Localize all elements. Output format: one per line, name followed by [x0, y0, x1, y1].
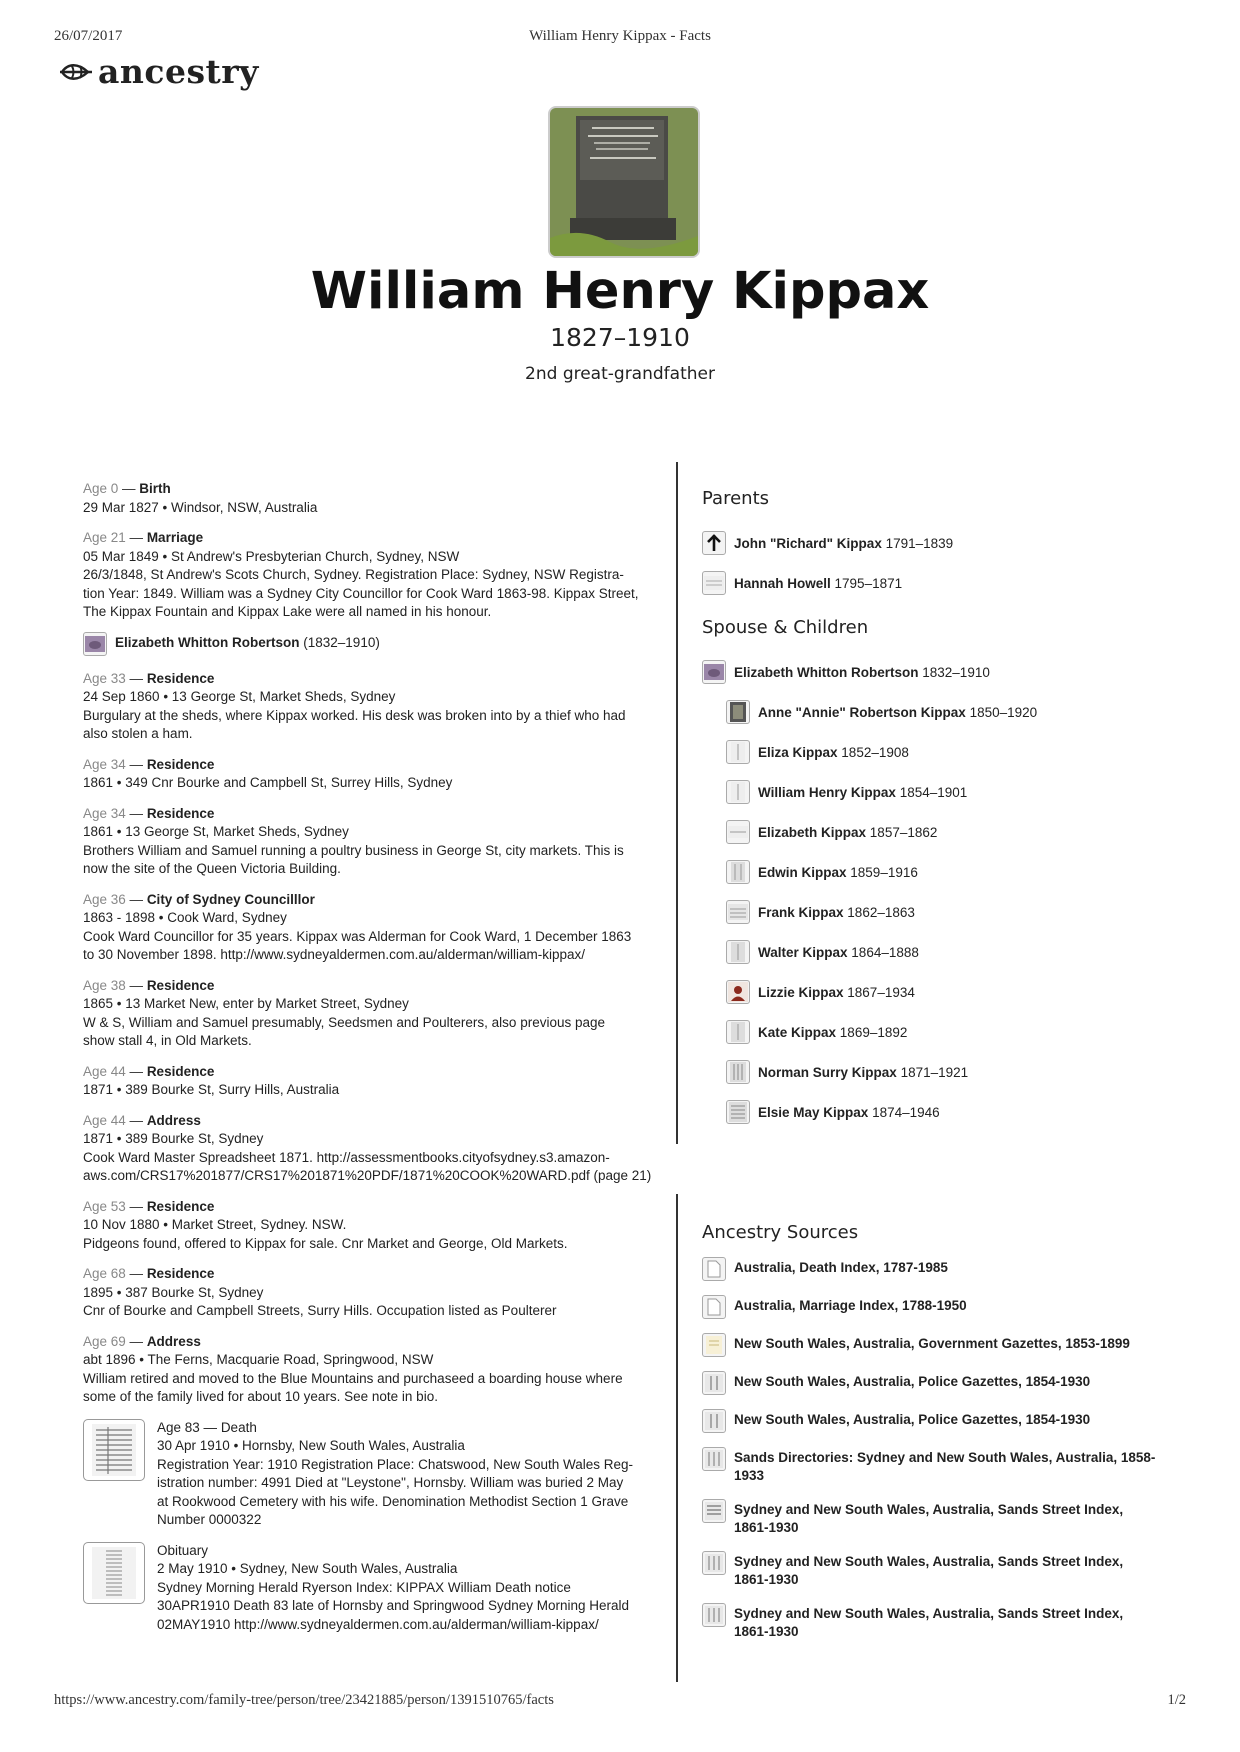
- directory-icon: [702, 1447, 726, 1471]
- column-divider-bottom: [676, 1194, 678, 1682]
- document-photo-icon: [726, 860, 750, 884]
- person-lifespan: 1827–1910: [550, 323, 690, 352]
- event-residence[interactable]: Age 33 — Residence 24 Sep 1860 • 13 George St, Market Sheds, Sydney Burgulary at the sheds, where Kippax worked. His desk was broken into by a thief who had also stolen a ham.: [83, 670, 626, 741]
- child-photo-icon: [726, 700, 750, 724]
- newspaper-icon: [702, 1371, 726, 1395]
- ancestry-sources-panel: [702, 1222, 1172, 1655]
- spouse-children-heading: Spouse & Children: [702, 617, 869, 638]
- child-item[interactable]: Eliza Kippax 1852–1908: [702, 732, 1172, 772]
- parent-mother[interactable]: Hannah Howell 1795–1871: [702, 563, 1172, 603]
- child-item[interactable]: Elizabeth Kippax 1857–1862: [702, 812, 1172, 852]
- source-item[interactable]: New South Wales, Australia, Government Gazettes, 1853-1899: [702, 1333, 1172, 1357]
- child-item[interactable]: Frank Kippax 1862–1863: [702, 892, 1172, 932]
- newspaper-icon: [702, 1409, 726, 1433]
- marriage-spouse-link[interactable]: Elizabeth Whitton Robertson (1832–1910): [83, 632, 663, 656]
- sources-heading: Ancestry Sources: [702, 1222, 859, 1243]
- child-item[interactable]: Lizzie Kippax 1867–1934: [702, 972, 1172, 1012]
- source-item[interactable]: Australia, Marriage Index, 1788-1950: [702, 1295, 1172, 1319]
- person-relationship: 2nd great-grandfather: [525, 364, 715, 384]
- person-portrait-icon: [726, 980, 750, 1004]
- family-panel: [702, 488, 1172, 1132]
- source-item[interactable]: Sydney and New South Wales, Australia, Sands Street Index, 1861-1930: [702, 1499, 1172, 1537]
- source-item[interactable]: New South Wales, Australia, Police Gazettes, 1854-1930: [702, 1371, 1172, 1395]
- spouse-photo-icon: [83, 632, 107, 656]
- child-item[interactable]: William Henry Kippax 1854–1901: [702, 772, 1172, 812]
- parent-father[interactable]: John "Richard" Kippax 1791–1839: [702, 523, 1172, 563]
- event-obituary[interactable]: Obituary 2 May 1910 • Sydney, New South Wales, Australia Sydney Morning Herald Ryerson Index: KIPPAX William Death notice 30APR1910 Death 83 late of Hornsby and Springwood Sydney Morning Herald 02MAY1910 http://www.sydneyaldermen.com.au/alderman/william-kippax/: [83, 1542, 663, 1635]
- print-footer: [54, 1692, 1186, 1709]
- child-item[interactable]: Walter Kippax 1864–1888: [702, 932, 1172, 972]
- document-photo-icon: [726, 900, 750, 924]
- source-item[interactable]: Australia, Death Index, 1787-1985: [702, 1257, 1172, 1281]
- page-number: 1/2: [1167, 1692, 1186, 1708]
- column-divider-top: [676, 462, 678, 1144]
- leaf-logo-icon: [58, 57, 94, 87]
- event-marriage[interactable]: Age 21 — Marriage 05 Mar 1849 • St Andrew's Presbyterian Church, Sydney, NSW 26/3/1848, St Andrew's Scots Church, Sydney. Registration Place: Sydney, NSW Registra- tion Year: 1849. William was a Sydney City Councillor for Cook Ward 1863-98. Kippax Street, The Kippax Fountain and Kippax Lake were all named in his honour. Elizabeth Whitton Robertson (1832–1910): [83, 529, 663, 656]
- source-item[interactable]: Sydney and New South Wales, Australia, Sands Street Index, 1861-1930: [702, 1603, 1172, 1641]
- headstone-image: [550, 108, 698, 256]
- ancestry-logo[interactable]: [58, 52, 259, 91]
- document-icon: [702, 1295, 726, 1319]
- document-icon: [702, 1257, 726, 1281]
- spouse-item[interactable]: Elizabeth Whitton Robertson 1832–1910: [702, 652, 1172, 692]
- person-name: William Henry Kippax: [310, 262, 930, 321]
- event-residence[interactable]: Age 34 — Residence 1861 • 349 Cnr Bourke and Campbell St, Surrey Hills, Sydney: [83, 756, 453, 790]
- event-address[interactable]: Age 69 — Address abt 1896 • The Ferns, Macquarie Road, Springwood, NSW William retired and moved to the Blue Mountains and purchaseed a boarding house where some of the family lived for about 10 years. See note in bio.: [83, 1333, 623, 1404]
- directory-icon: [702, 1551, 726, 1575]
- child-item[interactable]: Kate Kippax 1869–1892: [702, 1012, 1172, 1052]
- document-photo-icon: [726, 740, 750, 764]
- document-photo-icon: [726, 1060, 750, 1084]
- spouse-photo-icon: [702, 660, 726, 684]
- child-item[interactable]: Norman Surry Kippax 1871–1921: [702, 1052, 1172, 1092]
- profile-photo[interactable]: [548, 106, 700, 258]
- event-councillor[interactable]: Age 36 — City of Sydney Councilllor 1863 - 1898 • Cook Ward, Sydney Cook Ward Councillor for 35 years. Kippax was Alderman for Cook Ward, 1 December 1863 to 30 November 1898. http://www.sydneyaldermen.com.au/alderman/william-kippax/: [83, 891, 632, 962]
- source-item[interactable]: Sands Directories: Sydney and New South Wales, Australia, 1858- 1933: [702, 1447, 1172, 1485]
- child-item[interactable]: Anne "Annie" Robertson Kippax 1850–1920: [702, 692, 1172, 732]
- obituary-record-thumbnail[interactable]: [83, 1542, 145, 1604]
- child-item[interactable]: Edwin Kippax 1859–1916: [702, 852, 1172, 892]
- source-item[interactable]: New South Wales, Australia, Police Gazettes, 1854-1930: [702, 1409, 1172, 1433]
- event-residence[interactable]: Age 34 — Residence 1861 • 13 George St, Market Sheds, Sydney Brothers William and Samuel running a poultry business in George St, city markets. This is now the site of the Queen Victoria Building.: [83, 805, 624, 876]
- document-photo-icon: [726, 940, 750, 964]
- ancestor-arrow-icon: [702, 531, 726, 555]
- document-photo-icon: [726, 820, 750, 844]
- event-residence[interactable]: Age 38 — Residence 1865 • 13 Market New, enter by Market Street, Sydney W & S, William and Samuel presumably, Seedsmen and Poulterers, also previous page show stall 4, in Old Markets.: [83, 977, 605, 1048]
- logo-text: ancestry: [98, 52, 259, 91]
- event-death[interactable]: Age 83 — Death 30 Apr 1910 • Hornsby, New South Wales, Australia Registration Year: 1910 Registration Place: Chatswood, New South Wales Reg- istration number: 4991 Died at "Leystone", Hornsby. William was buried 2 May at Rookwood Cemetery with his wife. Denomination Methodist Section 1 Grave Number 0000322: [83, 1419, 663, 1530]
- child-item[interactable]: Elsie May Kippax 1874–1946: [702, 1092, 1172, 1132]
- print-title: William Henry Kippax - Facts: [529, 28, 711, 44]
- facts-timeline: [83, 480, 663, 1646]
- directory-icon: [702, 1603, 726, 1627]
- page-url: https://www.ancestry.com/family-tree/person/tree/23421885/person/1391510765/facts: [54, 1692, 554, 1708]
- document-photo-icon: [702, 571, 726, 595]
- event-residence[interactable]: Age 68 — Residence 1895 • 387 Bourke St, Sydney Cnr of Bourke and Campbell Streets, Surry Hills. Occupation listed as Poulterer: [83, 1266, 557, 1318]
- parents-heading: Parents: [702, 488, 769, 509]
- directory-icon: [702, 1499, 726, 1523]
- source-item[interactable]: Sydney and New South Wales, Australia, Sands Street Index, 1861-1930: [702, 1551, 1172, 1589]
- event-residence[interactable]: Age 53 — Residence 10 Nov 1880 • Market Street, Sydney. NSW. Pidgeons found, offered to Kippax for sale. Cnr Market and George, Old Markets.: [83, 1198, 568, 1251]
- person-header: [0, 262, 1240, 384]
- print-date: 26/07/2017: [54, 28, 123, 44]
- event-residence[interactable]: Age 44 — Residence 1871 • 389 Bourke St, Surry Hills, Australia: [83, 1063, 340, 1097]
- event-address[interactable]: Age 44 — Address 1871 • 389 Bourke St, Sydney Cook Ward Master Spreadsheet 1871. http://assessmentbooks.cityofsydney.s3.amazon- aws.com/CRS17%201877/CRS17%201871%20PDF/1871%20COOK%20WARD.pdf (page 21): [83, 1112, 652, 1183]
- gazette-icon: [702, 1333, 726, 1357]
- document-photo-icon: [726, 1100, 750, 1124]
- death-record-thumbnail[interactable]: [83, 1419, 145, 1481]
- event-birth[interactable]: Age 0 — Birth 29 Mar 1827 • Windsor, NSW, Australia: [83, 481, 318, 515]
- document-photo-icon: [726, 1020, 750, 1044]
- document-photo-icon: [726, 780, 750, 804]
